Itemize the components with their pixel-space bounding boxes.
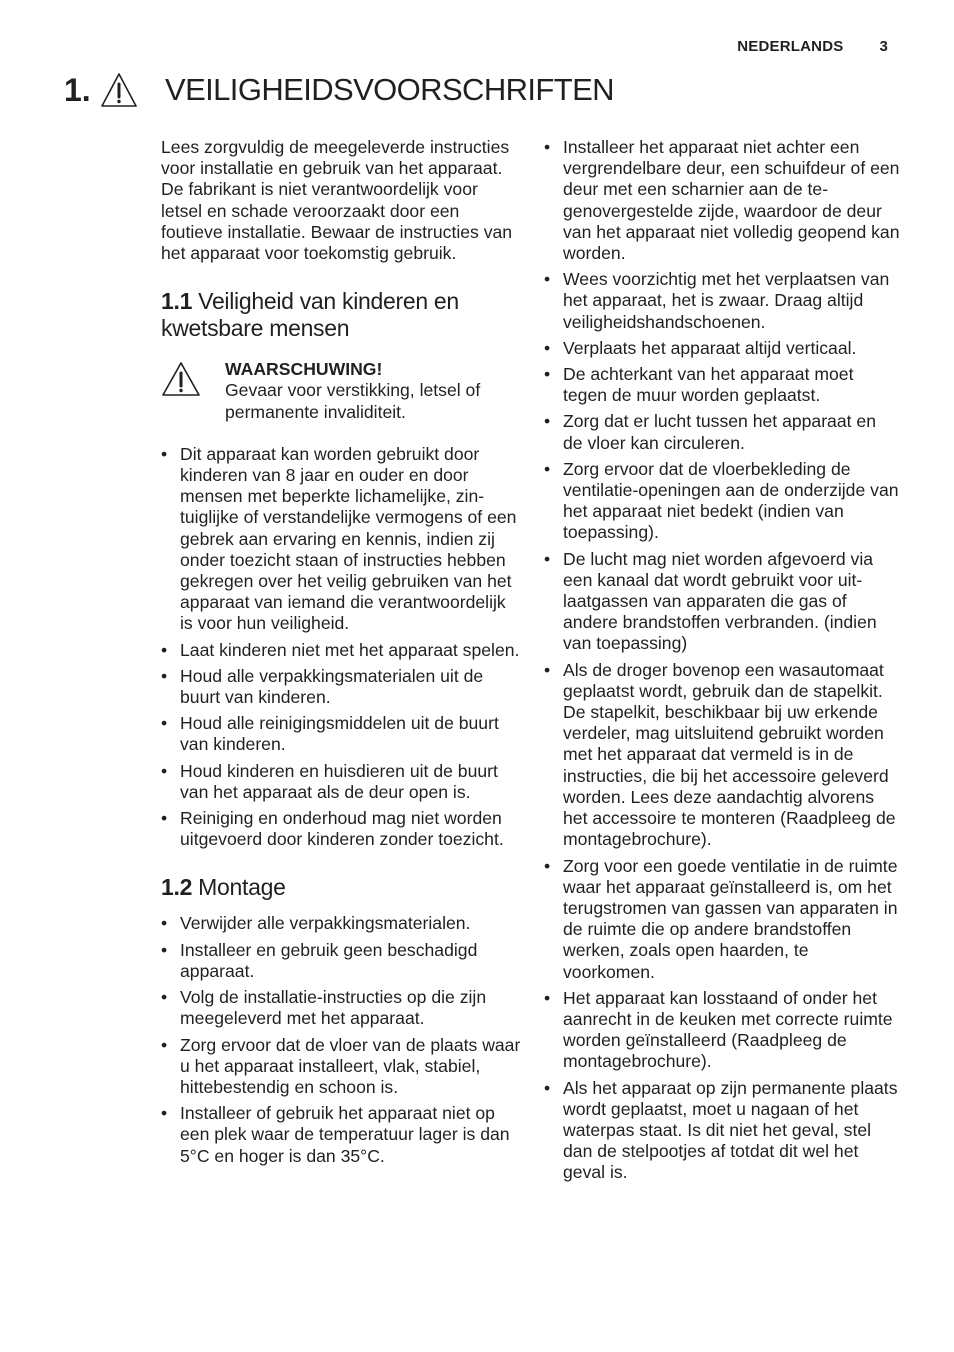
list-item: • Zorg ervoor dat de vloerbekleding de ventilatie-openingen aan de onderzijde van het apparaat niet bedekt (indien van toepassing). <box>544 459 900 544</box>
installation-list-left <box>161 913 521 1166</box>
section-1-2-heading <box>161 874 521 901</box>
chapter-number: 1. <box>64 71 91 108</box>
section-1-2-number: 1.2 <box>161 874 193 901</box>
list-item: • Zorg dat er lucht tussen het apparaat en de vloer kan circuleren. <box>544 411 900 453</box>
left-column <box>161 137 521 1172</box>
section-1-1-number: 1.1 <box>161 288 193 315</box>
chapter-title: VEILIGHEIDSVOORSCHRIFTEN <box>165 72 614 107</box>
list-item: • Installeer en gebruik geen beschadigd apparaat. <box>161 940 521 982</box>
header-language: NEDERLANDS <box>737 38 844 55</box>
list-item: • Houd alle reinigingsmiddelen uit de buurt van kinderen. <box>161 713 521 755</box>
list-item: • Verwijder alle verpakkingsmaterialen. <box>161 913 521 934</box>
list-item: • Verplaats het apparaat altijd verticaal. <box>544 338 900 359</box>
installation-list-right <box>544 137 900 1184</box>
section-1-1-title: Veiligheid van kinderen en kwetsbare mensen <box>161 288 459 342</box>
list-item: • De lucht mag niet worden afgevoerd via een kanaal dat wordt gebruikt voor uitlaatgassen van apparaten die gas of andere brandstoffen verbranden. (indien van toepassing) <box>544 549 900 655</box>
right-column <box>544 137 900 1189</box>
chapter-heading <box>64 68 614 112</box>
list-item: • Zorg voor een goede ventilatie in de ruimte waar het apparaat geïnstalleerd is, om het terugstromen van gassen van apparaten in de ruimte die op andere brandstoffen werken, zoals open haarden, te voorkomen. <box>544 856 900 983</box>
list-item: • Installeer het apparaat niet achter een vergrendelbare deur, een schuifdeur of een deur met een scharnier aan de tegenovergestelde zijde, waardoor de deur van het apparaat niet volledig geopend kan worden. <box>544 137 900 264</box>
list-item: • Volg de installatie-instructies op die zijn meegeleverd met het apparaat. <box>161 987 521 1029</box>
list-item: • Installeer of gebruik het apparaat niet op een plek waar de temperatuur lager is dan 5°C en hoger is dan 35°C. <box>161 1103 521 1167</box>
section-1-2-title: Montage <box>198 874 286 901</box>
list-item: • Houd kinderen en huisdieren uit de buurt van het apparaat als de deur open is. <box>161 761 521 803</box>
intro-paragraph: Lees zorgvuldig de meegeleverde instructies voor installatie en gebruik van het apparaat. De fabrikant is niet verantwoordelijk voor letsel en schade veroorzaakt door een foutieve installatie. Bewaar de instructies van het apparaat voor toekomstig gebruik. <box>161 137 513 264</box>
warning-content <box>225 359 521 423</box>
list-item: • Reiniging en onderhoud mag niet worden uitgevoerd door kinderen zonder toezicht. <box>161 808 521 850</box>
list-item: • Als het apparaat op zijn permanente plaats wordt geplaatst, moet u nagaan of het waterpas staat. Is dit niet het geval, stel dan de stelpootjes af totdat dit wel het geval is. <box>544 1078 900 1184</box>
warning-box <box>161 359 521 423</box>
page-number: 3 <box>879 38 888 55</box>
list-item: • Houd alle verpakkingsmaterialen uit de buurt van kinderen. <box>161 666 521 708</box>
list-item: • Zorg ervoor dat de vloer van de plaats waar u het apparaat installeert, vlak, stabiel, hittebestendig en schoon is. <box>161 1035 521 1099</box>
section-1-1-heading <box>161 288 521 342</box>
list-item: • Wees voorzichtig met het verplaatsen van het apparaat, het is zwaar. Draag altijd veiligheidshandschoenen. <box>544 269 900 333</box>
list-item: • De achterkant van het apparaat moet tegen de muur worden geplaatst. <box>544 364 900 406</box>
list-item: • Dit apparaat kan worden gebruikt door kinderen van 8 jaar en ouder en door mensen met beperkte lichamelijke, zintuiglijke of verstandelijke vermogens of een gebrek aan ervaring en kennis, indien zij onder toezicht staan of instructies hebben gekregen over het veilig gebruiken van het apparaat van iemand die verantwoordelijk is voor hun veiligheid. <box>161 444 521 635</box>
list-item: • Als de droger bovenop een wasautomaat geplaatst wordt, gebruik dan de stapelkit. De stapelkit, beschikbaar bij uw erkende verdeler, mag uitsluitend gebruikt worden met het apparaat dat vermeld is in de instructies, die bij het accessoire geleverd worden. Lees deze aandachtig alvorens het accessoire te monteren (Raadpleeg de montagebrochure). <box>544 660 900 851</box>
warning-heading: WAARSCHUWING! <box>225 359 383 380</box>
warning-triangle-icon <box>161 361 201 397</box>
page-header <box>737 38 888 55</box>
list-item: • Het apparaat kan losstaand of onder het aanrecht in de keuken met correcte ruimte worden geïnstalleerd (Raadpleeg de montagebrochure). <box>544 988 900 1073</box>
children-safety-list <box>161 444 521 851</box>
list-item: • Laat kinderen niet met het apparaat spelen. <box>161 640 521 661</box>
warning-triangle-icon <box>100 72 138 108</box>
warning-text: Gevaar voor verstikking, letsel of permanente invaliditeit. <box>225 380 481 422</box>
